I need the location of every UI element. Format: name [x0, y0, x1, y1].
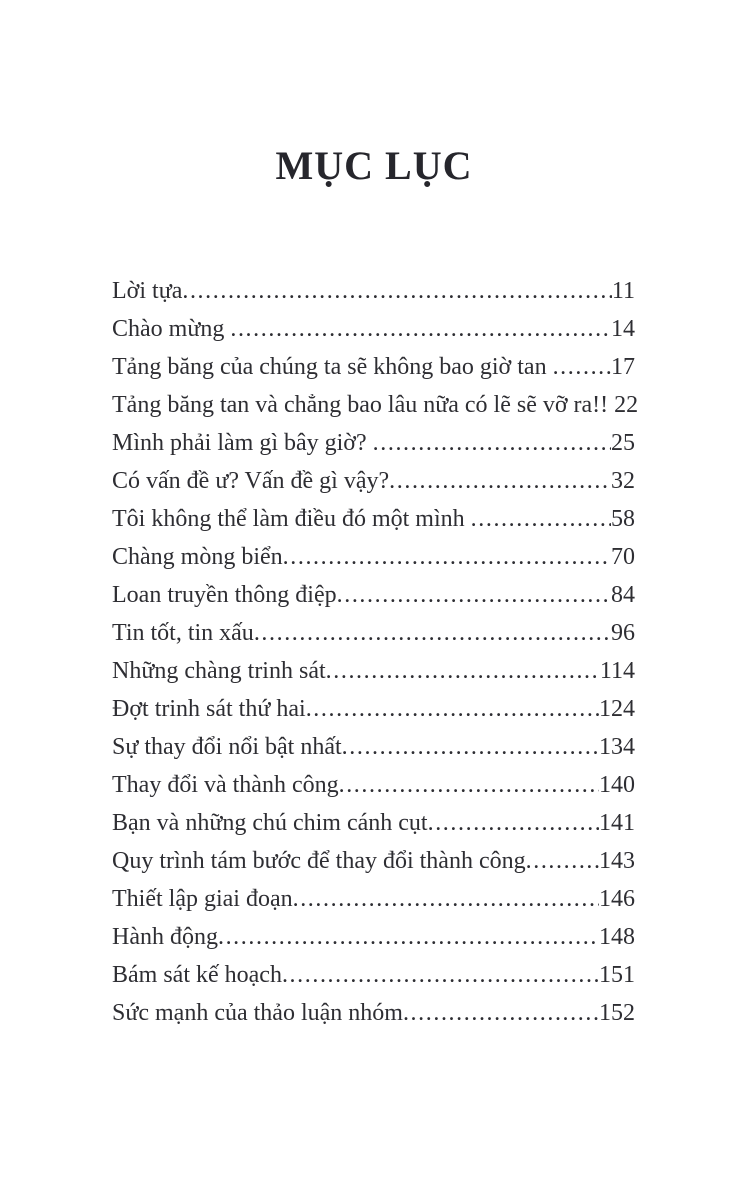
toc-entry: [112, 500, 635, 538]
page-title: MỤC LỤC: [275, 143, 473, 188]
toc-entry-title: Lời tựa: [112, 278, 183, 304]
toc-entry: [112, 272, 635, 310]
dot-leader: [326, 652, 600, 690]
toc-entry-title: Thay đổi và thành công: [112, 772, 339, 798]
toc-entry-page: 96: [611, 620, 635, 646]
toc-entry-page: 152: [599, 1000, 635, 1026]
toc-entry-title: Những chàng trinh sát: [112, 658, 326, 684]
toc-entry: [112, 462, 635, 500]
toc-entry: [112, 804, 635, 842]
toc-entry-title: Loan truyền thông điệp: [112, 582, 337, 608]
toc-entry-page: 58: [611, 506, 635, 532]
dot-leader: [293, 880, 599, 918]
toc-entry: [112, 994, 635, 1032]
dot-leader: [182, 272, 612, 310]
toc-entry-title: Bạn và những chú chim cánh cụt: [112, 810, 428, 836]
toc-entry-title: Chàng mòng biển: [112, 544, 283, 570]
toc-entry-page: 146: [599, 886, 635, 912]
toc-entry-title: Tảng băng của chúng ta sẽ không bao giờ tan: [112, 354, 553, 380]
toc-entry: [112, 386, 639, 424]
toc-entry-page: 11: [611, 278, 635, 304]
toc-entry-page: 141: [599, 810, 635, 836]
toc-entry: [112, 918, 635, 956]
toc-entry-title: Tảng băng tan và chẳng bao lâu nữa có lẽ sẽ vỡ ra!!: [112, 392, 615, 418]
toc-entry-page: 114: [599, 658, 635, 684]
toc-entry-page: 151: [599, 962, 635, 988]
dot-leader: [553, 348, 611, 386]
toc-entry-title: Mình phải làm gì bây giờ?: [112, 430, 373, 456]
toc-entry: [112, 310, 635, 348]
toc-entry-title: Quy trình tám bước để thay đổi thành công: [112, 848, 526, 874]
dot-leader: [428, 804, 599, 842]
toc-entry: [112, 576, 635, 614]
toc-entry-title: Thiết lập giai đoạn: [112, 886, 293, 912]
toc-entry-page: 148: [599, 924, 635, 950]
dot-leader: [282, 956, 599, 994]
dot-leader: [403, 994, 599, 1032]
dot-leader: [218, 918, 599, 956]
toc-entry-page: 22: [614, 392, 639, 418]
toc-entry: [112, 424, 635, 462]
toc-entry-title: Chào mừng: [112, 316, 231, 342]
dot-leader: [337, 576, 611, 614]
toc-entry-title: Bám sát kế hoạch: [112, 962, 282, 988]
dot-leader: [283, 538, 611, 576]
dot-leader: [471, 500, 611, 538]
toc-entry: [112, 956, 635, 994]
toc-entry: [112, 728, 635, 766]
toc-entry: [112, 614, 635, 652]
toc-entry-page: 143: [599, 848, 635, 874]
toc-entry-page: 140: [599, 772, 635, 798]
toc-entry-title: Sức mạnh của thảo luận nhóm: [112, 1000, 403, 1026]
toc-entry-page: 124: [599, 696, 635, 722]
toc-entry: [112, 766, 635, 804]
toc-list: [112, 272, 639, 1032]
dot-leader: [339, 766, 599, 804]
toc-entry: [112, 538, 635, 576]
dot-leader: [306, 690, 599, 728]
toc-entry-title: Sự thay đổi nổi bật nhất: [112, 734, 342, 760]
dot-leader: [254, 614, 611, 652]
dot-leader: [373, 424, 611, 462]
dot-leader: [389, 462, 611, 500]
toc-entry: [112, 880, 635, 918]
toc-entry-title: Có vấn đề ư? Vấn đề gì vậy?: [112, 468, 390, 494]
toc-entry: [112, 690, 635, 728]
toc-entry: [112, 842, 635, 880]
dot-leader: [342, 728, 599, 766]
toc-entry-page: 84: [611, 582, 635, 608]
toc-entry-page: 32: [611, 468, 635, 494]
toc-entry-page: 134: [599, 734, 635, 760]
toc-entry-page: 14: [611, 316, 635, 342]
toc-entry-page: 17: [611, 354, 635, 380]
toc-entry: [112, 652, 635, 690]
toc-entry-title: Tôi không thể làm điều đó một mình: [112, 506, 471, 532]
toc-entry-title: Tin tốt, tin xấu: [112, 620, 254, 646]
dot-leader: [526, 842, 599, 880]
dot-leader: [230, 310, 611, 348]
toc-entry-page: 70: [611, 544, 635, 570]
toc-entry: [112, 348, 635, 386]
toc-entry-title: Đợt trinh sát thứ hai: [112, 696, 306, 722]
toc-entry-page: 25: [611, 430, 635, 456]
toc-entry-title: Hành động: [112, 924, 218, 950]
